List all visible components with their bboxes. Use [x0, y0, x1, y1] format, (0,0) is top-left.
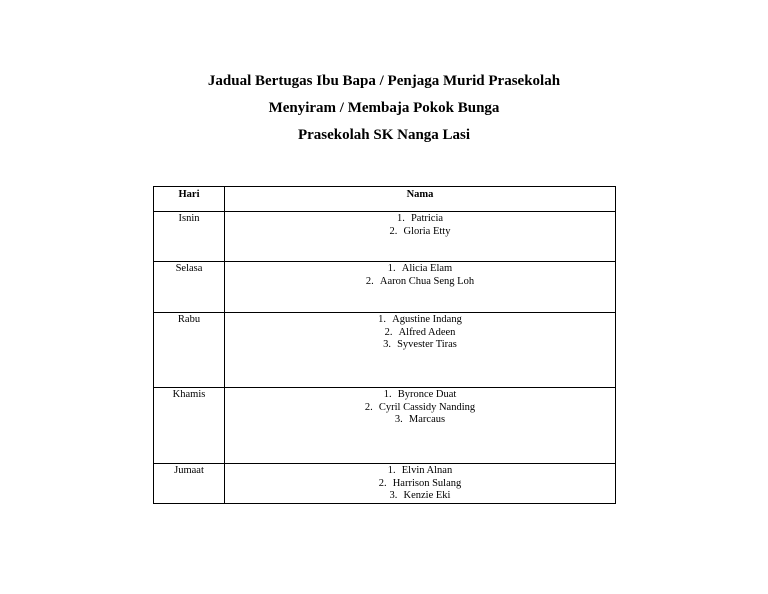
person-name: Patricia — [410, 213, 444, 224]
name-item — [225, 339, 615, 352]
name-item — [225, 465, 615, 478]
person-name: Marcaus — [408, 414, 446, 425]
item-number: 2. — [384, 326, 393, 338]
document-title-block — [0, 68, 768, 149]
person-name: Cyril Cassidy Nanding — [378, 401, 476, 413]
name-item — [225, 414, 615, 427]
table-row — [154, 388, 616, 464]
header-nama: Nama — [225, 187, 616, 212]
name-item — [225, 389, 615, 402]
table-row — [154, 262, 616, 313]
name-item — [225, 402, 615, 415]
person-name: Syvester Tiras — [397, 339, 457, 350]
item-number: 1. — [396, 213, 405, 224]
item-number: 1. — [387, 465, 396, 476]
person-name: Harrison Sulang — [392, 477, 462, 489]
name-item — [225, 478, 615, 491]
day-cell: Isnin — [154, 212, 225, 262]
item-number: 2. — [365, 275, 374, 287]
names-cell — [225, 464, 616, 504]
table-header-row — [154, 187, 616, 212]
item-number: 3. — [383, 339, 391, 350]
names-cell — [225, 212, 616, 262]
item-number: 2. — [378, 477, 387, 489]
item-number: 3. — [394, 414, 403, 425]
person-name: Byronce Duat — [397, 389, 457, 400]
names-cell — [225, 388, 616, 464]
header-hari: Hari — [154, 187, 225, 212]
name-item — [225, 327, 615, 340]
item-number: 3. — [389, 490, 398, 501]
item-number: 1. — [387, 263, 396, 274]
table-row — [154, 212, 616, 262]
person-name: Elvin Alnan — [401, 465, 453, 476]
name-item — [225, 314, 615, 327]
name-item — [225, 226, 615, 239]
table-row — [154, 464, 616, 504]
person-name: Alicia Elam — [401, 263, 453, 274]
table-row — [154, 313, 616, 388]
document-subtitle: Menyiram / Membaja Pokok Bunga — [268, 100, 500, 116]
person-name: Kenzie Eki — [403, 490, 451, 501]
person-name: Aaron Chua Seng Loh — [379, 275, 475, 287]
item-number: 1. — [378, 314, 387, 325]
person-name: Alfred Adeen — [398, 326, 456, 338]
name-item — [225, 263, 615, 276]
name-item — [225, 490, 615, 503]
names-cell — [225, 262, 616, 313]
item-number: 1. — [383, 389, 392, 400]
item-number: 2. — [389, 225, 398, 237]
person-name: Gloria Etty — [403, 225, 451, 237]
day-cell: Selasa — [154, 262, 225, 313]
person-name: Agustine Indang — [392, 314, 462, 325]
names-cell — [225, 313, 616, 388]
school-name: Prasekolah SK Nanga Lasi — [297, 127, 471, 143]
item-number: 2. — [364, 401, 373, 413]
day-cell: Khamis — [154, 388, 225, 464]
name-item — [225, 213, 615, 226]
name-item — [225, 276, 615, 289]
day-cell: Rabu — [154, 313, 225, 388]
duty-schedule-table — [153, 186, 616, 504]
day-cell: Jumaat — [154, 464, 225, 504]
document-title: Jadual Bertugas Ibu Bapa / Penjaga Murid Prasekolah — [207, 73, 561, 89]
